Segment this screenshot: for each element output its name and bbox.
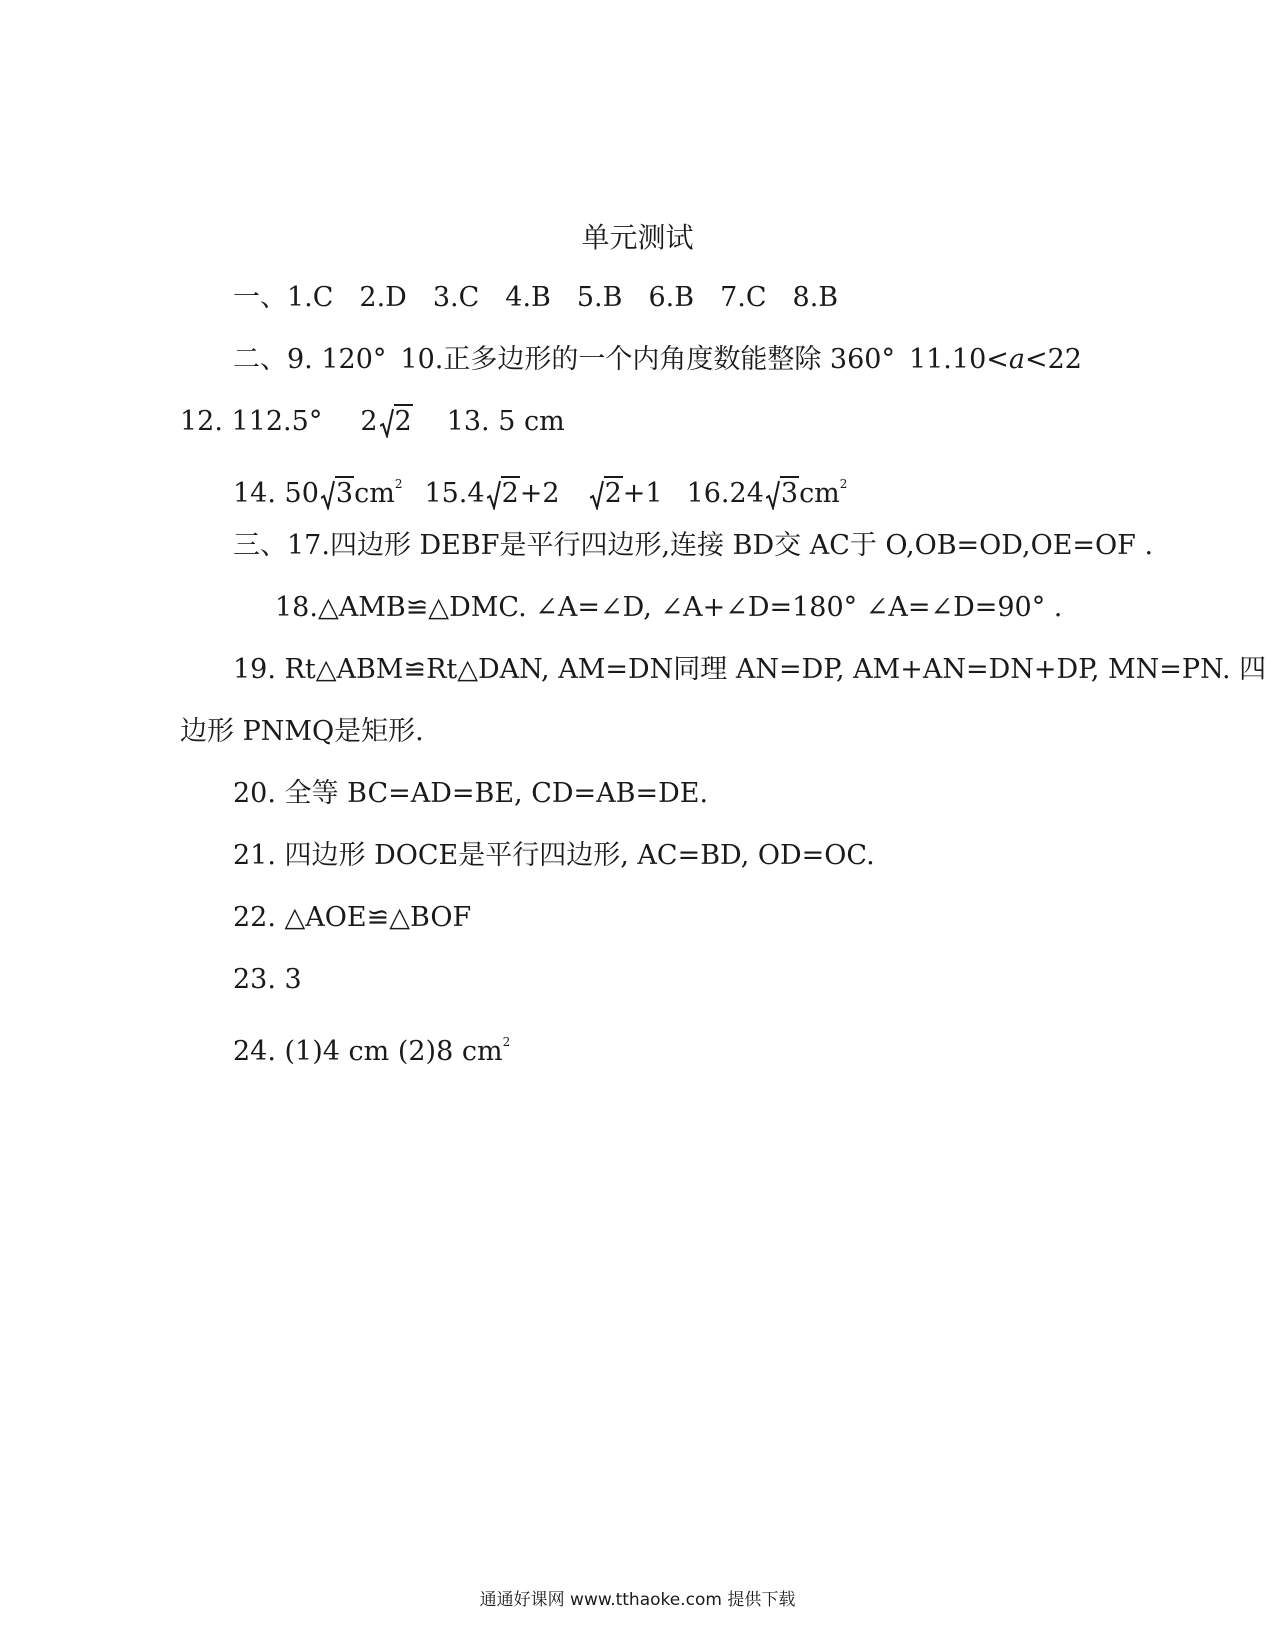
page-title: 单元测试 [581, 221, 694, 254]
answer-7: 7.C [720, 282, 767, 313]
answer-1: 1.C [287, 282, 334, 313]
answer-line-4 [233, 466, 847, 512]
answer-23: 23. 3 [233, 964, 302, 995]
answer-line-1 [233, 280, 838, 316]
answer-21: 21. 四边形 DOCE是平行四边形, AC=BD, OD=OC. [233, 840, 875, 871]
answer-8: 8.B [792, 282, 839, 313]
answer-line-3 [180, 404, 565, 440]
answer-20: 20. 全等 BC=AD=BE, CD=AB=DE. [233, 778, 709, 809]
answer-12: 12. 112.5° [180, 406, 323, 437]
answer-2: 2.D [359, 282, 407, 313]
answer-24: 24. (1)4 cm (2)8 $cm^2$ [233, 1035, 511, 1067]
answer-5: 5.B [576, 282, 623, 313]
answer-14: 14. 50 $3cm^2$ [233, 477, 403, 509]
section-prefix: 一、 [233, 282, 287, 313]
answer-16: 16.24 $3cm^2$ [686, 477, 848, 509]
footer-credit: 通通好课网 www.tthaoke.com 提供下载 [479, 1590, 796, 1610]
answer-3: 3.C [432, 282, 480, 313]
answer-19: 19. Rt△ABM≌Rt△DAN, AM=DN同理 AN=DP, AM+AN=DN+DP, MN=PN. 四 [233, 654, 1267, 685]
answer-17: 三、17.四边形 DEBF是平行四边形,连接 BD交 AC于 O,OB=OD,OE=OF . [233, 530, 1154, 561]
answer-15: 15.4 2+2 2+1 [424, 478, 663, 509]
answer-18: 18.△AMB≌△DMC. ∠A=∠D, ∠A+∠D=180° ∠A=∠D=90° . [275, 592, 1063, 623]
section-prefix: 二、 [233, 344, 287, 375]
answer-line-2 [233, 342, 1082, 378]
answer-6: 6.B [648, 282, 695, 313]
answer-10: 10.正多边形的一个内角度数能整除 360° [400, 344, 895, 375]
answer-11: 11.10<a<22 [908, 344, 1082, 375]
answer-13: 13. 5 cm [446, 406, 565, 437]
answer-19-cont: 边形 PNMQ是矩形. [180, 716, 424, 747]
answer-4: 4.B [505, 282, 551, 313]
answer-22: 22. △AOE≌△BOF [233, 902, 472, 933]
answer-9: 9. 120° [287, 344, 387, 375]
answer-12-b: 2 2 [360, 406, 412, 437]
